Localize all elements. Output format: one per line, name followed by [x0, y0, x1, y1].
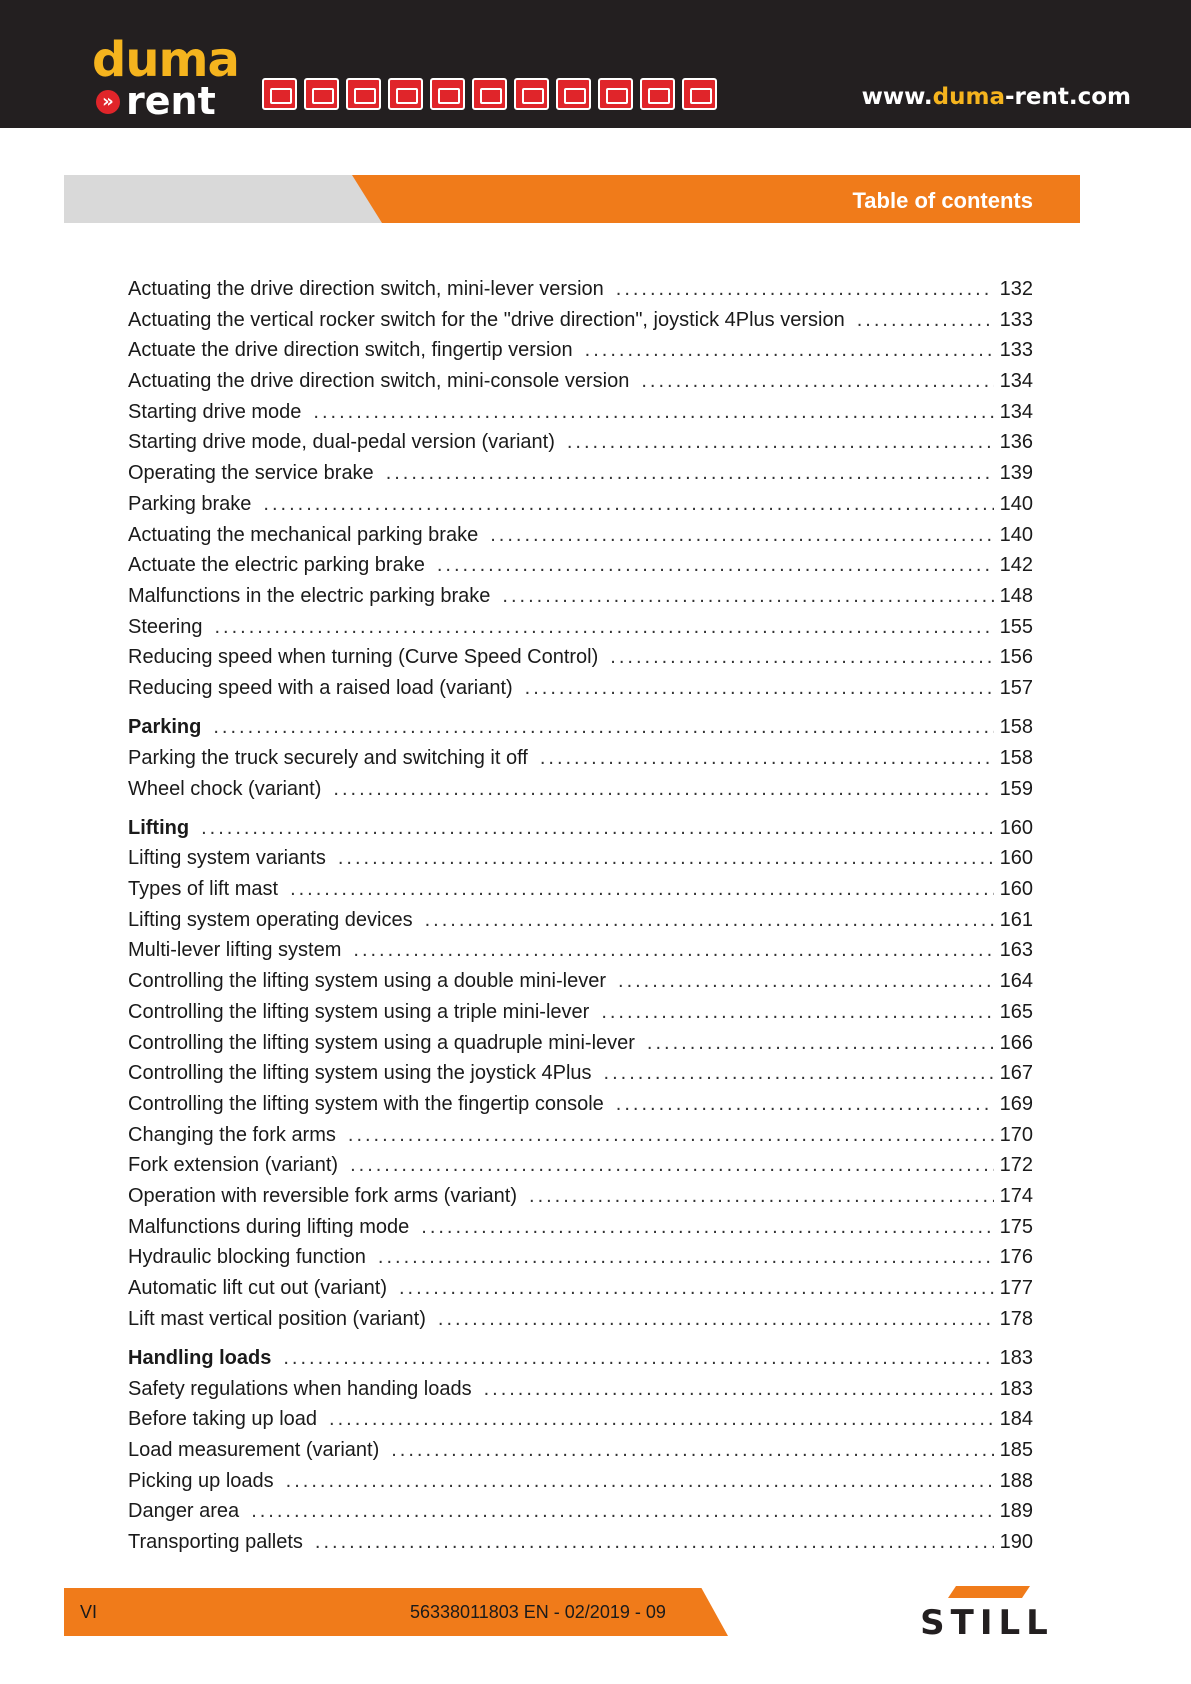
- toc-leader-dots: [213, 716, 993, 739]
- website-url: [862, 84, 1131, 110]
- duma-rent-logo: [92, 32, 239, 123]
- still-logo-text: STILL: [920, 1603, 1054, 1638]
- toc-entry[interactable]: [128, 1154, 1033, 1185]
- toc-entry-title: Types of lift mast: [128, 878, 279, 901]
- toc-leader-dots: [251, 1500, 993, 1523]
- toc-entry-title: Controlling the lifting system using a quadruple mini-lever: [128, 1031, 635, 1054]
- toc-entry-page: 139: [999, 462, 1033, 485]
- toc-leader-dots: [484, 1378, 994, 1401]
- toc-entry-page: 185: [999, 1438, 1033, 1461]
- toc-leader-dots: [353, 939, 993, 962]
- toc-entry[interactable]: [128, 939, 1033, 970]
- footer-page-number: VI: [80, 1602, 98, 1622]
- toc-entry[interactable]: [128, 1093, 1033, 1124]
- toc-entry[interactable]: [128, 278, 1033, 309]
- toc-entry[interactable]: [128, 1216, 1033, 1247]
- toc-entry[interactable]: [128, 370, 1033, 401]
- toc-leader-dots: [540, 747, 994, 770]
- toc-section-heading[interactable]: [128, 716, 1033, 747]
- reach-truck-icon: [304, 78, 339, 110]
- toc-entry-page: 167: [999, 1062, 1033, 1085]
- toc-leader-dots: [283, 1347, 993, 1370]
- toc-entry[interactable]: [128, 909, 1033, 940]
- still-logo: [894, 1586, 1080, 1638]
- website-suffix: -rent.com: [1005, 84, 1131, 110]
- toc-entry[interactable]: [128, 1308, 1033, 1339]
- toc-section-heading[interactable]: [128, 1347, 1033, 1378]
- toc-entry[interactable]: [128, 554, 1033, 585]
- toc-entry-title: Parking brake: [128, 492, 252, 515]
- toc-entry-title: Operation with reversible fork arms (variant): [128, 1184, 518, 1207]
- toc-entry-title: Parking: [128, 716, 202, 739]
- toc-leader-dots: [585, 339, 994, 362]
- toc-entry-page: 142: [999, 554, 1033, 577]
- toc-entry-title: Lifting system variants: [128, 847, 326, 870]
- toc-leader-dots: [490, 524, 993, 547]
- toc-entry-page: 184: [999, 1408, 1033, 1431]
- toc-entry-page: 148: [999, 584, 1033, 607]
- stacker-icon: [346, 78, 381, 110]
- toc-entry-page: 159: [999, 777, 1033, 800]
- toc-leader-dots: [215, 616, 994, 639]
- toc-leader-dots: [647, 1032, 994, 1055]
- toc-entry-page: 134: [999, 370, 1033, 393]
- toc-entry-page: 158: [999, 746, 1033, 769]
- toc-entry-title: Lift mast vertical position (variant): [128, 1307, 426, 1330]
- toc-entry-page: 174: [999, 1184, 1033, 1207]
- toc-entry-title: Actuating the drive direction switch, mini-console version: [128, 370, 630, 393]
- toc-leader-dots: [425, 909, 994, 932]
- wheel-loader-icon: [430, 78, 465, 110]
- toc-entry-page: 166: [999, 1031, 1033, 1054]
- toc-entry-title: Controlling the lifting system with the fingertip console: [128, 1092, 604, 1115]
- toc-entry[interactable]: [128, 616, 1033, 647]
- toc-entry[interactable]: [128, 1001, 1033, 1032]
- toc-entry-title: Controlling the lifting system using a double mini-lever: [128, 970, 607, 993]
- toc-leader-dots: [350, 1154, 994, 1177]
- still-logo-swoosh: [948, 1586, 1030, 1598]
- toc-leader-dots: [378, 1246, 994, 1269]
- toc-entry[interactable]: [128, 401, 1033, 432]
- toc-entry[interactable]: [128, 339, 1033, 370]
- toc-leader-dots: [610, 646, 993, 669]
- toc-entry-title: Actuate the drive direction switch, fingertip version: [128, 339, 573, 362]
- toc-leader-dots: [399, 1277, 994, 1300]
- toc-entry[interactable]: [128, 1277, 1033, 1308]
- toc-leader-dots: [421, 1216, 993, 1239]
- toc-entry-title: Reducing speed with a raised load (variant): [128, 676, 513, 699]
- toc-leader-dots: [502, 585, 993, 608]
- toc-entry[interactable]: [128, 1439, 1033, 1470]
- toc-entry-page: 133: [999, 308, 1033, 331]
- toc-entry-page: 155: [999, 615, 1033, 638]
- toc-leader-dots: [525, 677, 994, 700]
- toc-leader-dots: [315, 1531, 994, 1554]
- toc-entry[interactable]: [128, 1378, 1033, 1409]
- toc-leader-dots: [391, 1439, 993, 1462]
- toc-leader-dots: [263, 493, 993, 516]
- logo-rent-wrap: [102, 79, 239, 123]
- toc-entry[interactable]: [128, 1185, 1033, 1216]
- toc-entry[interactable]: [128, 1062, 1033, 1093]
- toc-leader-dots: [641, 370, 993, 393]
- toc-entry-title: Starting drive mode, dual-pedal version (variant): [128, 431, 555, 454]
- toc-entry[interactable]: [128, 878, 1033, 909]
- toc-entry-title: Actuating the drive direction switch, mini-lever version: [128, 278, 604, 300]
- toc-leader-dots: [333, 778, 993, 801]
- toc-entry-page: 189: [999, 1500, 1033, 1523]
- toc-leader-dots: [567, 431, 994, 454]
- toc-entry-page: 132: [999, 278, 1033, 300]
- section-title: Table of contents: [852, 188, 1033, 213]
- toc-entry[interactable]: [128, 585, 1033, 616]
- toc-entry-page: 163: [999, 939, 1033, 962]
- toc-entry-page: 158: [999, 716, 1033, 739]
- toc-leader-dots: [329, 1408, 994, 1431]
- toc-entry-page: 170: [999, 1123, 1033, 1146]
- crane-icon: [598, 78, 633, 110]
- toc-entry-title: Controlling the lifting system using a triple mini-lever: [128, 1000, 590, 1023]
- excavator-icon: [556, 78, 591, 110]
- toc-leader-dots: [386, 462, 994, 485]
- website-accent: duma: [932, 84, 1005, 110]
- toc-entry-title: Malfunctions in the electric parking brake: [128, 584, 491, 607]
- toc-entry-title: Parking the truck securely and switching it off: [128, 746, 528, 769]
- toc-entry-title: Actuating the vertical rocker switch for the "drive direction", joystick 4Plus version: [128, 308, 845, 331]
- toc-entry-page: 188: [999, 1469, 1033, 1492]
- toc-entry-page: 160: [999, 816, 1033, 839]
- logo-rent-text: rent: [126, 79, 216, 123]
- toc-section-heading[interactable]: [128, 817, 1033, 848]
- toc-entry[interactable]: [128, 1500, 1033, 1531]
- toc-entry[interactable]: [128, 677, 1033, 708]
- toc-entry-title: Load measurement (variant): [128, 1438, 380, 1461]
- toc-leader-dots: [437, 554, 994, 577]
- toc-entry[interactable]: [128, 646, 1033, 677]
- toc-leader-dots: [529, 1185, 994, 1208]
- toc-entry[interactable]: [128, 1531, 1033, 1562]
- toc-leader-dots: [438, 1308, 994, 1331]
- toc-entry-page: 176: [999, 1246, 1033, 1269]
- website-prefix: www.: [861, 84, 933, 110]
- toc-entry-title: Handling loads: [128, 1346, 272, 1369]
- toc-entry-title: Operating the service brake: [128, 462, 374, 485]
- toc-entry-page: 140: [999, 523, 1033, 546]
- toc-entry-title: Multi-lever lifting system: [128, 939, 342, 962]
- telehandler-icon: [514, 78, 549, 110]
- toc-entry-page: 134: [999, 400, 1033, 423]
- toc-entry-title: Danger area: [128, 1500, 240, 1523]
- toc-entry-page: 183: [999, 1346, 1033, 1369]
- toc-entry-title: Lifting: [128, 816, 190, 839]
- toc-entry-title: Fork extension (variant): [128, 1154, 339, 1177]
- toc-leader-dots: [313, 401, 993, 424]
- toc-entry[interactable]: [128, 747, 1033, 778]
- toc-entry-title: Wheel chock (variant): [128, 777, 322, 800]
- toc-entry-page: 156: [999, 646, 1033, 669]
- toc-entry[interactable]: [128, 309, 1033, 340]
- toc-leader-dots: [857, 309, 994, 332]
- boom-lift-icon: [640, 78, 675, 110]
- toc-entry[interactable]: [128, 1032, 1033, 1063]
- toc-entry-page: 157: [999, 676, 1033, 699]
- toc-entry-title: Actuate the electric parking brake: [128, 554, 425, 577]
- toc-entry-page: 177: [999, 1277, 1033, 1299]
- toc-entry-title: Automatic lift cut out (variant): [128, 1277, 387, 1299]
- toc-entry-page: 133: [999, 339, 1033, 362]
- toc-entry[interactable]: [128, 1408, 1033, 1439]
- toc-entry-title: Actuating the mechanical parking brake: [128, 523, 479, 546]
- toc-entry[interactable]: [128, 778, 1033, 809]
- toc-entry[interactable]: [128, 1124, 1033, 1155]
- compactor-icon: [472, 78, 507, 110]
- toc-leader-dots: [338, 847, 994, 870]
- toc-entry-page: 190: [999, 1531, 1033, 1553]
- equipment-icons: [262, 78, 717, 110]
- toc-leader-dots: [604, 1062, 994, 1085]
- toc-entry[interactable]: [128, 970, 1033, 1001]
- toc-entry[interactable]: [128, 493, 1033, 524]
- toc-list: [128, 278, 1033, 1562]
- toc-entry-title: Safety regulations when handing loads: [128, 1377, 472, 1400]
- toc-leader-dots: [286, 1470, 994, 1493]
- toc-leader-dots: [616, 278, 994, 301]
- toc-entry-title: Lifting system operating devices: [128, 908, 413, 931]
- toc-entry-title: Before taking up load: [128, 1408, 318, 1431]
- toc-entry-page: 164: [999, 970, 1033, 993]
- toc-entry-page: 178: [999, 1307, 1033, 1330]
- footer-doc-ref: 56338011803 EN - 02/2019 - 09: [410, 1602, 666, 1622]
- toc-leader-dots: [290, 878, 994, 901]
- toc-entry-page: 175: [999, 1215, 1033, 1238]
- toc-entry-title: Transporting pallets: [128, 1531, 303, 1553]
- toc-entry-title: Hydraulic blocking function: [128, 1246, 366, 1269]
- toc-entry-page: 183: [999, 1377, 1033, 1400]
- toc-entry-page: 160: [999, 878, 1033, 901]
- toc-entry-page: 169: [999, 1092, 1033, 1115]
- toc-leader-dots: [201, 817, 994, 840]
- toc-entry[interactable]: [128, 524, 1033, 555]
- toc-entry[interactable]: [128, 462, 1033, 493]
- header-bar: [0, 0, 1191, 128]
- logo-duma-text: duma: [92, 32, 239, 88]
- toc-entry[interactable]: [128, 1470, 1033, 1501]
- toc-entry-title: Starting drive mode: [128, 400, 302, 423]
- toc-leader-dots: [618, 970, 994, 993]
- toc-entry-title: Picking up loads: [128, 1469, 274, 1492]
- toc-entry-title: Changing the fork arms: [128, 1123, 336, 1146]
- toc-leader-dots: [601, 1001, 993, 1024]
- toc-entry[interactable]: [128, 1246, 1033, 1277]
- toc-entry-page: 160: [999, 847, 1033, 870]
- toc-leader-dots: [348, 1124, 994, 1147]
- toc-entry-page: 136: [999, 431, 1033, 454]
- toc-entry-page: 165: [999, 1000, 1033, 1023]
- toc-entry-title: Reducing speed when turning (Curve Speed Control): [128, 646, 599, 669]
- toc-entry[interactable]: [128, 431, 1033, 462]
- toc-entry-title: Steering: [128, 615, 203, 638]
- toc-entry[interactable]: [128, 847, 1033, 878]
- toc-entry-page: 172: [999, 1154, 1033, 1177]
- scissor-lift-icon: [682, 78, 717, 110]
- logo-arrow-icon: »: [96, 90, 120, 114]
- toc-entry-title: Controlling the lifting system using the joystick 4Plus: [128, 1062, 592, 1085]
- toc-entry-page: 140: [999, 492, 1033, 515]
- pallet-truck-icon: [388, 78, 423, 110]
- forklift-icon: [262, 78, 297, 110]
- toc-entry-title: Malfunctions during lifting mode: [128, 1215, 410, 1238]
- toc-entry-page: 161: [999, 908, 1033, 931]
- toc-leader-dots: [616, 1093, 994, 1116]
